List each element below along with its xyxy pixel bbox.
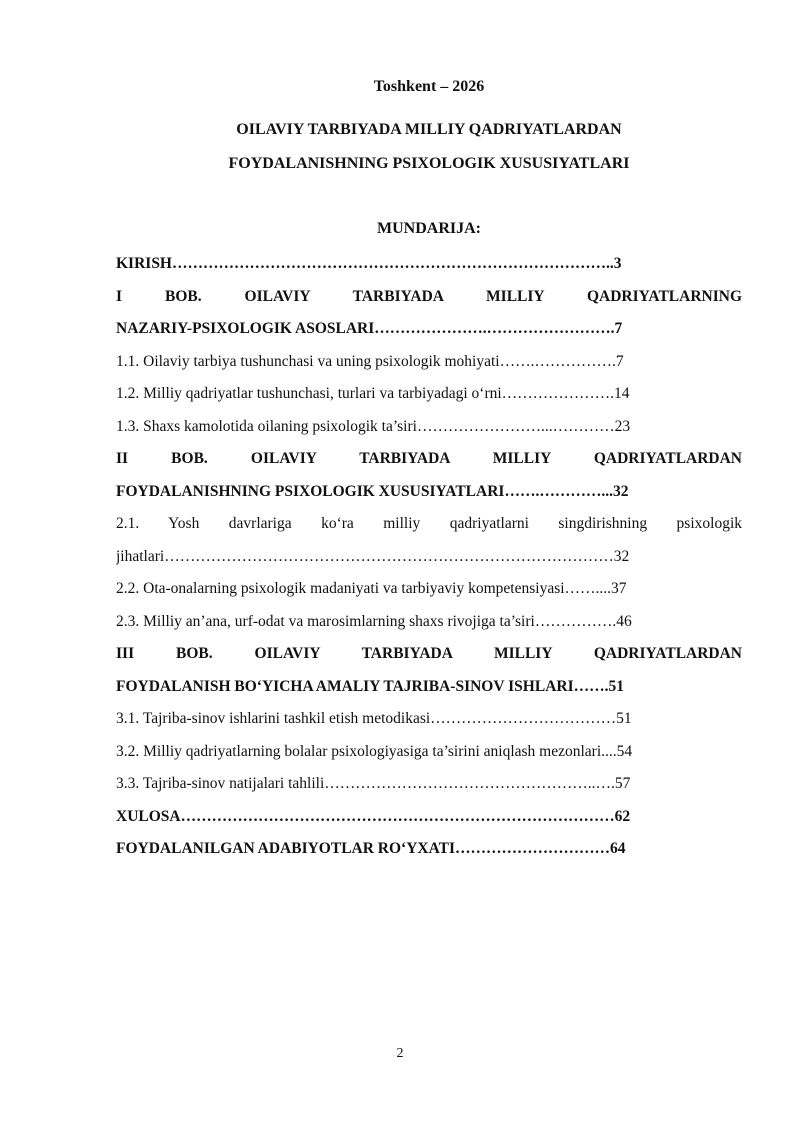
toc-section-3-2: 3.2. Milliy qadriyatlarning bolalar psixologiyasiga ta’sirini aniqlash mezonlari....54 <box>116 742 633 760</box>
table-of-contents <box>116 248 742 866</box>
toc-section-1-3: 1.3. Shaxs kamolotida oilaning psixologik ta’siri……………………...…………23 <box>116 417 631 435</box>
page-number: 2 <box>396 1046 404 1061</box>
toc-chapter-3-line-2: FOYDALANISH BO‘YICHA AMALIY TAJRIBA-SINOV ISHLARI…….51 <box>116 677 624 695</box>
document-title-line-1: OILAVIY TARBIYADA MILLIY QADRIYATLARDAN <box>236 121 622 138</box>
toc-section-2-2: 2.2. Ota-onalarning psixologik madaniyati va tarbiyaviy kompetensiyasi……....37 <box>116 580 627 597</box>
toc-chapter-2-line-2: FOYDALANISHNING PSIXOLOGIK XUSUSIYATLARI…….…………...32 <box>116 482 629 500</box>
toc-chapter-1-line-1: I BOB. OILAVIY TARBIYADA MILLIY QADRIYATLARNING <box>116 287 742 305</box>
city-year: Toshkent – 2026 <box>373 78 485 95</box>
toc-section-1-1: 1.1. Oilaviy tarbiya tushunchasi va uning psixologik mohiyati…….…………….7 <box>116 352 624 370</box>
toc-entry-xulosa: XULOSA…………………………………………………………………………62 <box>116 807 631 825</box>
toc-section-2-3: 2.3. Milliy an’ana, urf-odat va marosimlarning shaxs rivojiga ta’siri…………….46 <box>116 612 632 630</box>
toc-chapter-2-line-1: II BOB. OILAVIY TARBIYADA MILLIY QADRIYATLARDAN <box>116 450 742 467</box>
document-title-line-2: FOYDALANISHNING PSIXOLOGIK XUSUSIYATLARI <box>228 155 630 172</box>
toc-section-3-1: 3.1. Tajriba-sinov ishlarini tashkil etish metodikasi………………………………51 <box>116 710 632 727</box>
toc-section-2-1-line-2: jihatlari……………………………………………………………………………32 <box>116 547 630 565</box>
toc-entry-kirish: KIRISH…………………………………………………………………………..3 <box>116 255 622 272</box>
toc-chapter-3-line-1: III BOB. OILAVIY TARBIYADA MILLIY QADRIYATLARDAN <box>116 645 742 662</box>
toc-heading: MUNDARIJA: <box>377 220 481 237</box>
toc-entry-adabiyotlar: FOYDALANILGAN ADABIYOTLAR RO‘YXATI…………………………64 <box>116 840 626 857</box>
toc-chapter-1-line-2: NAZARIY-PSIXOLOGIK ASOSLARI………………….…………………….7 <box>116 320 623 337</box>
toc-section-2-1-line-1: 2.1. Yosh davrlariga ko‘ra milliy qadriyatlarni singdirishning psixologik <box>116 515 742 532</box>
toc-section-1-2: 1.2. Milliy qadriyatlar tushunchasi, turlari va tarbiyadagi o‘rni………………….14 <box>116 385 630 402</box>
toc-section-3-3: 3.3. Tajriba-sinov natijalari tahlili……………………………………………..….57 <box>116 775 631 792</box>
